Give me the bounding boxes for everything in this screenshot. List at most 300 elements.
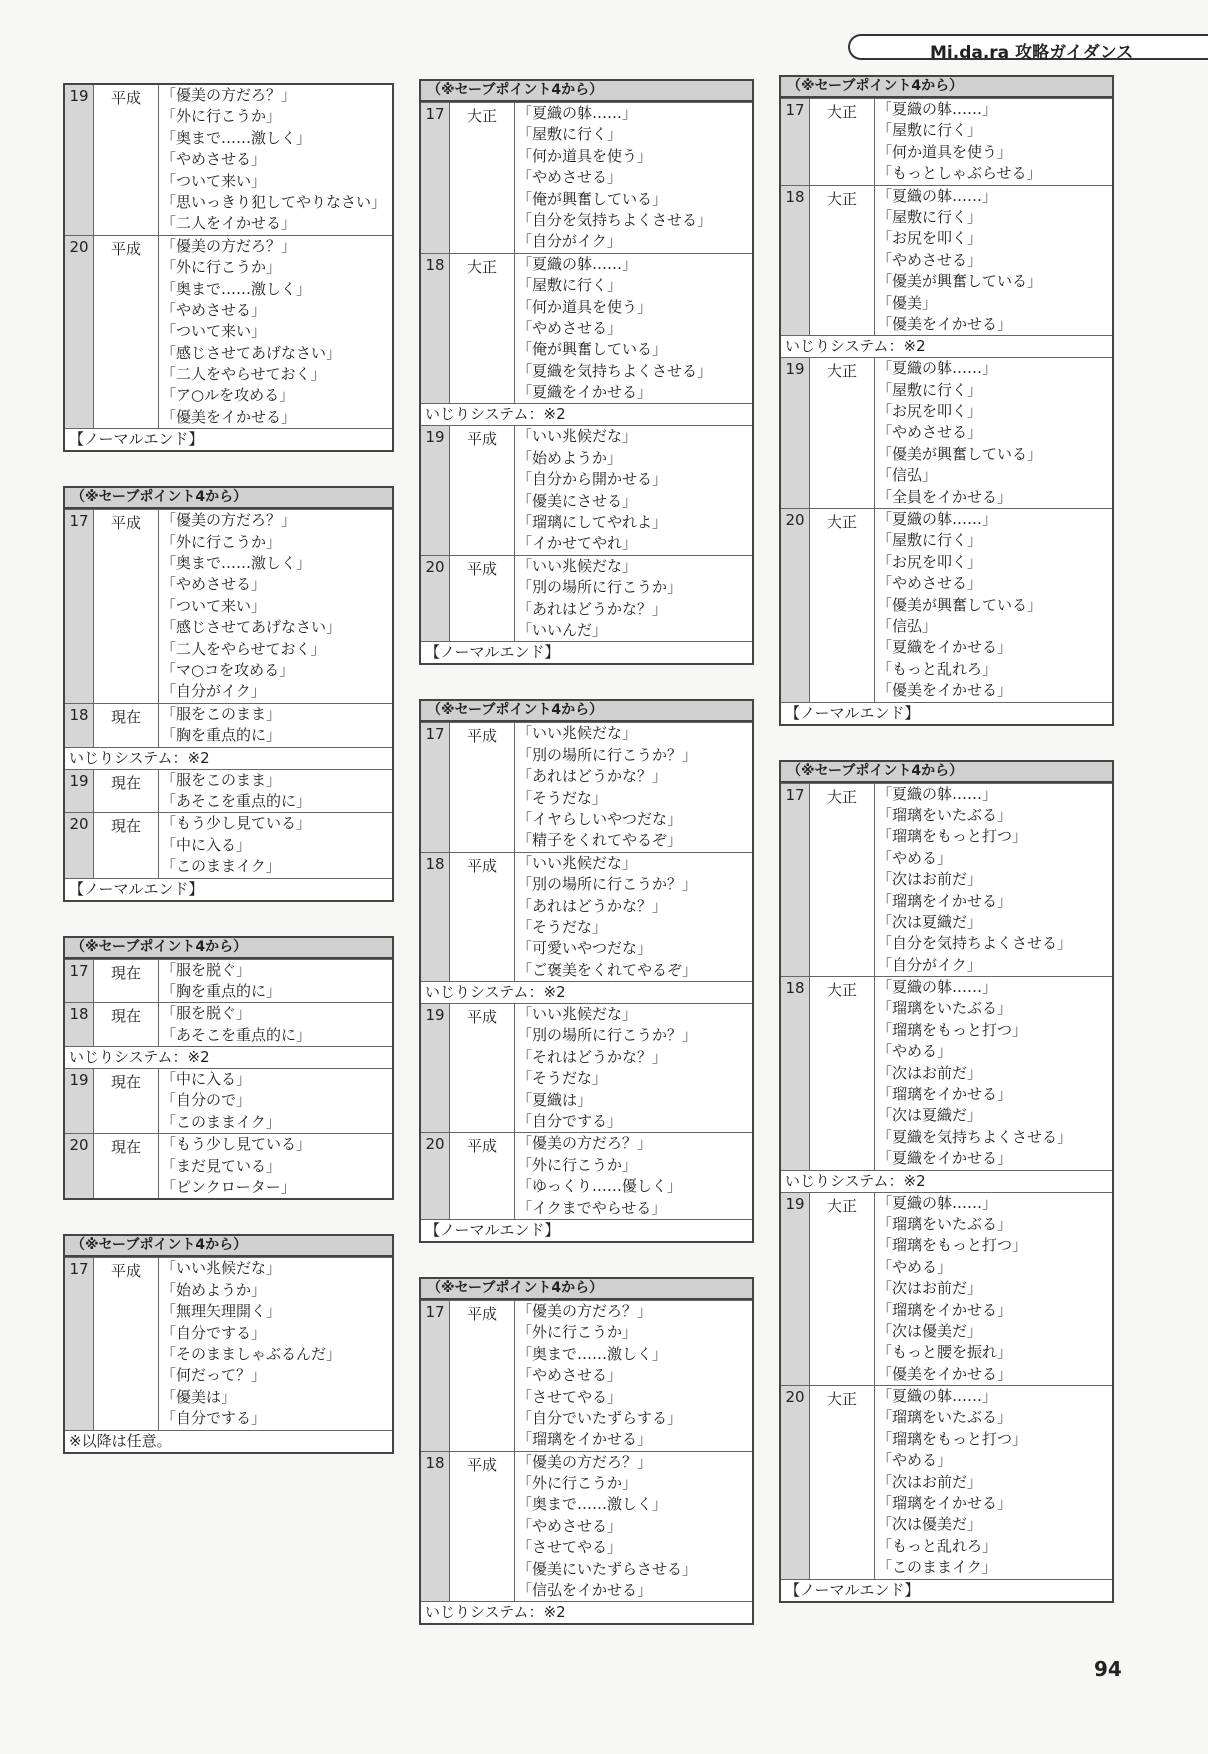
choice-item: 「いい兆候だな」 [161,1259,282,1278]
choice-item: 「まだ見ている」 [161,1156,282,1175]
choice-item: 「もっとしゃぶらせる」 [877,164,1042,183]
day-number: 17 [781,784,810,977]
choice-item: 「服を脱ぐ」 [161,1004,252,1023]
save-point-heading: （※セーブポイント4から） [781,762,1112,783]
choice-item: 「瑠璃をイかせる」 [877,1300,1013,1319]
choice-item: 「奥まで……激しく」 [161,128,312,147]
choice-item: 「優美が興奮している」 [877,595,1043,614]
era-label: 平成 [94,236,159,429]
choice-item: 「優美」 [877,293,938,312]
day-number: 19 [421,426,450,554]
era-label: 大正 [810,784,875,977]
choice-item: 「何か道具を使う」 [517,146,653,165]
day-number: 20 [421,1133,450,1219]
choice-item: 「何か道具を使う」 [517,297,653,316]
day-number: 19 [65,85,94,235]
walkthrough-column [63,83,394,1488]
choice-item: 「優美にいたずらさせる」 [517,1559,698,1578]
choice-item: 「全員をイかせる」 [877,487,1013,506]
route-note: 【ノーマルエンド】 [65,878,392,900]
era-label: 大正 [810,1193,875,1386]
choice-item: 「やめさせる」 [877,574,983,593]
choice-list [159,704,392,747]
choice-list [159,1134,392,1198]
choice-item: 「ピンクローター」 [161,1178,296,1197]
route-note: 【ノーマルエンド】 [421,1219,752,1241]
choice-item: 「やめる」 [877,1451,953,1470]
choice-list [875,509,1112,702]
choice-item: 「瑠璃をいたぶる」 [877,1214,1013,1233]
choice-list [515,723,752,851]
choice-item: 「やめさせる」 [161,300,267,319]
day-number: 20 [781,509,810,702]
table-row [421,1132,752,1219]
choice-item: 「夏織を気持ちよくさせる」 [877,1127,1073,1146]
choice-item: 「中に入る」 [161,1070,252,1089]
table-row [65,769,392,813]
choice-list [159,236,392,429]
day-number: 19 [781,358,810,508]
choice-item: 「次はお前だ」 [877,870,983,889]
choice-item: 「優美が興奮している」 [877,444,1043,463]
era-label: 平成 [450,1301,515,1451]
choice-list [515,853,752,981]
choice-list [515,254,752,404]
era-label: 現在 [94,813,159,877]
choice-item: 「お尻を叩く」 [877,552,983,571]
choice-item: 「ご褒美をくれてやるぞ」 [517,960,698,979]
day-number: 18 [421,1452,450,1602]
choice-item: 「もっと乱れろ」 [877,659,998,678]
choice-item: 「別の場所に行こうか？」 [517,1026,698,1045]
choice-item: 「やめさせる」 [517,168,623,187]
choice-list [875,186,1112,336]
era-label: 現在 [94,1069,159,1133]
day-number: 20 [65,236,94,429]
table-row [421,852,752,981]
era-label: 現在 [94,704,159,747]
choice-item: 「夏織の躰……」 [877,100,998,118]
save-point-heading: （※セーブポイント4から） [65,488,392,509]
era-label: 大正 [810,358,875,508]
choice-list [875,1193,1112,1386]
table-row [65,1068,392,1133]
choice-item: 「自分がイク」 [517,232,622,251]
choice-item: 「外に行こうか」 [517,1155,638,1174]
choice-item: 「優美は」 [161,1387,237,1406]
table-row [421,253,752,404]
choice-item: 「瑠璃をもっと打つ」 [877,1236,1028,1255]
choice-item: 「優美をイかせる」 [877,681,1013,700]
save-point-heading: （※セーブポイント4から） [65,1236,392,1257]
choice-list [159,510,392,703]
day-number: 20 [65,1134,94,1198]
page-number: 94 [1094,1657,1122,1681]
era-label: 現在 [94,1003,159,1046]
choice-item: 「屋敷に行く」 [877,207,983,226]
choice-item: 「やめさせる」 [161,150,267,169]
choice-list [875,358,1112,508]
era-label: 大正 [810,977,875,1170]
choice-item: 「あれはどうかな？」 [517,767,668,786]
route-table [63,936,394,1201]
day-number: 19 [421,1004,450,1132]
choice-item: 「優美の方だろ？」 [517,1452,653,1471]
choice-item: 「いい兆候だな」 [517,853,638,872]
day-number: 17 [421,723,450,851]
route-table [63,1234,394,1453]
table-row [421,102,752,253]
table-row [421,425,752,554]
choice-item: 「いい兆候だな」 [517,556,638,575]
day-number: 18 [781,977,810,1170]
choice-item: 「いい兆候だな」 [517,724,638,743]
table-row [65,703,392,747]
choice-item: 「感じさせてあげなさい」 [161,343,342,362]
choice-item: 「やめさせる」 [877,250,983,269]
choice-item: 「自分でする」 [517,1112,623,1131]
day-number: 17 [781,99,810,185]
walkthrough-column [419,79,754,1659]
choice-item: 「そうだな」 [517,788,608,807]
choice-item: 「奥まで……激しく」 [161,554,312,573]
choice-item: 「夏織の躰……」 [517,104,638,122]
choice-item: 「やめる」 [877,1042,953,1061]
choice-item: 「夏織は」 [517,1090,593,1109]
choice-list [159,770,392,813]
choice-item: 「服をこのまま」 [161,704,282,723]
choice-item: 「奥まで……激しく」 [161,279,312,298]
choice-item: 「優美の方だろ？」 [517,1301,653,1320]
day-number: 19 [781,1193,810,1386]
choice-list [515,1301,752,1451]
choice-list [159,85,392,235]
choice-item: 「もう少し見ている」 [161,1135,312,1154]
choice-item: 「別の場所に行こうか」 [517,578,683,597]
choice-item: 「瑠璃をイかせる」 [517,1430,653,1449]
choice-item: 「いい兆候だな」 [517,1005,638,1024]
choice-item: 「自分がイク」 [877,955,982,974]
choice-item: 「やめる」 [877,848,953,867]
era-label: 現在 [94,1134,159,1198]
save-point-heading: （※セーブポイント4から） [421,701,752,722]
route-table [779,75,1114,726]
choice-item: 「ア○ルを攻める」 [161,386,295,405]
choice-item: 「優美をイかせる」 [877,1364,1013,1383]
choice-item: 「何だって？」 [161,1366,267,1385]
era-label: 平成 [94,510,159,703]
era-label: 平成 [450,426,515,554]
choice-item: 「瑠璃をもっと打つ」 [877,827,1028,846]
choice-item: 「奥まで……激しく」 [517,1344,668,1363]
choice-item: 「屋敷に行く」 [877,380,983,399]
choice-list [515,556,752,642]
choice-item: 「ゆっくり……優しく」 [517,1177,682,1196]
choice-item: 「自分から開かせる」 [517,470,668,489]
choice-item: 「させてやる」 [517,1538,623,1557]
choice-item: 「瑠璃にしてやれよ」 [517,513,668,532]
choice-item: 「いい兆候だな」 [517,427,638,446]
choice-item: 「いいんだ」 [517,620,608,639]
table-row [65,509,392,703]
choice-item: 「服をこのまま」 [161,770,282,789]
choice-item: 「イかせてやれ」 [517,534,638,553]
route-table [63,83,394,452]
choice-item: 「二人をやらせておく」 [161,365,326,384]
choice-item: 「優美の方だろ？」 [517,1134,653,1153]
choice-item: 「そうだな」 [517,1069,608,1088]
choice-item: 「奥まで……激しく」 [517,1495,668,1514]
choice-item: 「そうだな」 [517,917,608,936]
choice-item: 「思いっきり犯してやりなさい」 [161,192,387,211]
choice-item: 「やめる」 [877,1257,953,1276]
choice-item: 「瑠璃をいたぶる」 [877,999,1013,1018]
choice-item: 「瑠璃をもっと打つ」 [877,1429,1028,1448]
save-point-heading: （※セーブポイント4から） [421,1279,752,1300]
choice-list [159,1258,392,1429]
choice-item: 「自分でいたずらする」 [517,1408,683,1427]
choice-item: 「やめさせる」 [877,423,983,442]
choice-item: 「瑠璃をいたぶる」 [877,1408,1013,1427]
table-row [781,1385,1112,1579]
table-row [421,555,752,642]
choice-item: 「させてやる」 [517,1387,623,1406]
choice-item: 「あそこを重点的に」 [161,1025,312,1044]
day-number: 18 [781,186,810,336]
choice-item: 「別の場所に行こうか？」 [517,875,698,894]
choice-item: 「二人をやらせておく」 [161,639,326,658]
choice-item: 「それはどうかな？」 [517,1047,668,1066]
choice-item: 「瑠璃をもっと打つ」 [877,1020,1028,1039]
route-table [419,1277,754,1625]
choice-item: 「夏織をイかせる」 [877,1149,1013,1168]
choice-item: 「何か道具を使う」 [877,142,1013,161]
save-point-heading: （※セーブポイント4から） [421,81,752,102]
day-number: 20 [65,813,94,877]
choice-item: 「中に入る」 [161,835,252,854]
era-label: 平成 [450,723,515,851]
choice-list [515,1004,752,1132]
choice-list [875,977,1112,1170]
era-label: 大正 [450,254,515,404]
choice-item: 「優美が興奮している」 [877,272,1043,291]
route-note: いじりシステム：※2 [65,1046,392,1068]
route-table [419,699,754,1243]
choice-item: 「次はお前だ」 [877,1279,983,1298]
choice-item: 「胸を重点的に」 [161,726,282,745]
choice-item: 「優美にさせる」 [517,491,638,510]
choice-item: 「夏織の躰……」 [877,784,998,803]
choice-list [159,960,392,1003]
era-label: 大正 [450,103,515,253]
table-row [65,1257,392,1429]
choice-item: 「外に行こうか」 [517,1323,638,1342]
choice-item: 「俺が興奮している」 [517,340,668,359]
choice-item: 「信弘をイかせる」 [517,1581,653,1600]
choice-item: 「感じさせてあげなさい」 [161,618,342,637]
choice-list [515,1452,752,1602]
era-label: 平成 [450,1452,515,1602]
route-note: いじりシステム：※2 [65,747,392,769]
choice-item: 「このままイク」 [161,857,281,876]
route-note: いじりシステム：※2 [421,403,752,425]
day-number: 17 [65,1258,94,1429]
choice-item: 「夏織をイかせる」 [877,638,1013,657]
choice-item: 「イクまでやらせる」 [517,1198,667,1217]
era-label: 平成 [94,1258,159,1429]
table-row [65,812,392,877]
day-number: 19 [65,1069,94,1133]
choice-item: 「屋敷に行く」 [877,121,983,140]
choice-item: 「別の場所に行こうか？」 [517,745,698,764]
table-row [65,959,392,1003]
choice-item: 「ついて来い」 [161,596,267,615]
choice-item: 「自分がイク」 [161,682,266,701]
choice-item: 「次は夏織だ」 [877,912,983,931]
choice-item: 「信弘」 [877,466,938,485]
table-row [781,976,1112,1170]
era-label: 大正 [810,99,875,185]
era-label: 平成 [450,556,515,642]
choice-item: 「胸を重点的に」 [161,981,282,1000]
era-label: 大正 [810,1386,875,1579]
table-row [421,1300,752,1451]
save-point-heading: （※セーブポイント4から） [781,77,1112,98]
choice-item: 「次は夏織だ」 [877,1106,983,1125]
route-note: いじりシステム：※2 [781,335,1112,357]
choice-item: 「始めようか」 [161,1280,267,1299]
choice-item: 「優美の方だろ？」 [161,86,297,104]
route-note: いじりシステム：※2 [781,1170,1112,1192]
choice-item: 「優美の方だろ？」 [161,511,297,530]
day-number: 20 [421,556,450,642]
day-number: 17 [421,1301,450,1451]
table-row [65,235,392,429]
route-note: 【ノーマルエンド】 [65,428,392,450]
day-number: 18 [65,1003,94,1046]
walkthrough-column [779,75,1114,1637]
choice-list [875,1386,1112,1579]
route-note: ※以降は任意。 [65,1430,392,1452]
choice-item: 「やめさせる」 [517,318,623,337]
choice-item: 「やめさせる」 [517,1366,623,1385]
route-table [779,760,1114,1603]
era-label: 現在 [94,770,159,813]
choice-item: 「お尻を叩く」 [877,402,983,421]
choice-item: 「次はお前だ」 [877,1063,983,1082]
choice-item: 「屋敷に行く」 [517,276,623,295]
route-note: いじりシステム：※2 [421,981,752,1003]
table-row [65,1002,392,1046]
choice-item: 「自分を気持ちよくさせる」 [517,210,713,229]
choice-list [875,99,1112,185]
era-label: 大正 [810,509,875,702]
choice-item: 「イヤらしいやつだな」 [517,809,683,828]
table-row [65,1133,392,1198]
table-row [421,722,752,851]
table-row [421,1003,752,1132]
table-row [781,783,1112,977]
choice-list [875,784,1112,977]
choice-item: 「屋敷に行く」 [517,125,623,144]
choice-item: 「次はお前だ」 [877,1472,983,1491]
choice-item: 「優美をイかせる」 [161,407,297,426]
choice-item: 「やめさせる」 [161,575,267,594]
choice-item: 「優美の方だろ？」 [161,236,297,255]
choice-item: 「ついて来い」 [161,171,267,190]
choice-item: 「自分でする」 [161,1409,267,1428]
save-point-heading: （※セーブポイント4から） [65,938,392,959]
choice-item: 「夏織の躰……」 [877,978,998,997]
choice-list [515,426,752,554]
choice-item: 「もっと乱れろ」 [877,1536,998,1555]
choice-item: 「次は優美だ」 [877,1321,983,1340]
choice-item: 「瑠璃をイかせる」 [877,1494,1013,1513]
choice-item: 「夏織をイかせる」 [517,383,653,402]
route-note: 【ノーマルエンド】 [781,1579,1112,1601]
choice-item: 「瑠璃をイかせる」 [877,1085,1013,1104]
choice-item: 「あそこを重点的に」 [161,791,312,810]
choice-item: 「外に行こうか」 [161,107,282,126]
choice-list [515,1133,752,1219]
choice-item: 「外に行こうか」 [161,532,282,551]
choice-item: 「お尻を叩く」 [877,229,983,248]
choice-item: 「信弘」 [877,616,938,635]
choice-item: 「屋敷に行く」 [877,531,983,550]
day-number: 18 [65,704,94,747]
choice-item: 「自分ので」 [161,1091,252,1110]
choice-item: 「瑠璃をいたぶる」 [877,805,1013,824]
choice-item: 「二人をイかせる」 [161,214,297,233]
choice-item: 「無理矢理開く」 [161,1302,282,1321]
route-note: 【ノーマルエンド】 [781,702,1112,724]
choice-item: 「外に行こうか」 [517,1474,638,1493]
choice-item: 「あれはどうかな？」 [517,599,668,618]
choice-item: 「そのまましゃぶるんだ」 [161,1344,342,1363]
era-label: 平成 [450,1004,515,1132]
choice-list [159,1069,392,1133]
choice-list [159,813,392,877]
choice-item: 「夏織の躰……」 [877,1387,998,1406]
choice-list [159,1003,392,1046]
route-note: いじりシステム：※2 [421,1601,752,1623]
choice-item: 「自分を気持ちよくさせる」 [877,934,1073,953]
day-number: 17 [65,960,94,1003]
choice-item: 「夏織の躰……」 [877,1193,998,1212]
choice-item: 「精子をくれてやるぞ」 [517,831,683,850]
choice-item: 「優美をイかせる」 [877,314,1013,333]
route-note: 【ノーマルエンド】 [421,641,752,663]
choice-item: 「可愛いやつだな」 [517,939,653,958]
era-label: 平成 [450,1133,515,1219]
table-row [781,185,1112,336]
guide-header-tab [848,34,1208,63]
choice-item: 「このままイク」 [877,1558,997,1577]
table-row [781,357,1112,508]
day-number: 18 [421,853,450,981]
choice-item: 「ついて来い」 [161,322,267,341]
choice-item: 「あれはどうかな？」 [517,896,668,915]
choice-item: 「夏織の躰……」 [877,510,998,529]
day-number: 18 [421,254,450,404]
day-number: 19 [65,770,94,813]
choice-item: 「服を脱ぐ」 [161,960,252,979]
day-number: 20 [781,1386,810,1579]
day-number: 17 [65,510,94,703]
choice-item: 「このままイク」 [161,1112,281,1131]
table-row [781,1192,1112,1386]
era-label: 平成 [94,85,159,235]
